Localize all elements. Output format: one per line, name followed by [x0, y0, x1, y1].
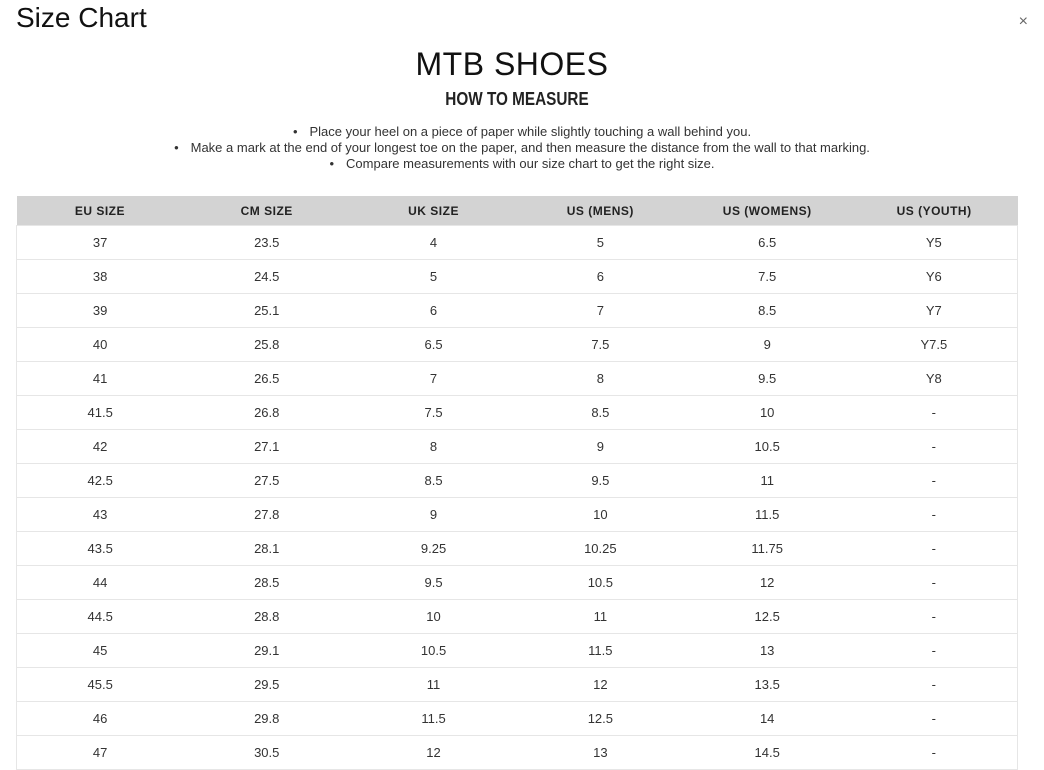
table-cell: Y5 — [851, 226, 1018, 260]
table-cell: Y7 — [851, 294, 1018, 328]
table-cell: 41 — [17, 362, 184, 396]
measure-instructions — [0, 124, 1044, 172]
table-cell: 11 — [350, 668, 517, 702]
table-cell: 6 — [350, 294, 517, 328]
table-row — [17, 260, 1018, 294]
column-header: CM SIZE — [183, 196, 350, 226]
size-table-header — [17, 196, 1018, 226]
table-row — [17, 396, 1018, 430]
table-row — [17, 498, 1018, 532]
table-cell: 29.1 — [183, 634, 350, 668]
size-table — [16, 196, 1018, 770]
table-cell: 8 — [517, 362, 684, 396]
table-cell: 30.5 — [183, 736, 350, 770]
table-row — [17, 362, 1018, 396]
table-row — [17, 702, 1018, 736]
table-cell: 43.5 — [17, 532, 184, 566]
table-cell: 10.5 — [350, 634, 517, 668]
table-row — [17, 328, 1018, 362]
table-cell: 11.75 — [684, 532, 851, 566]
table-cell: Y6 — [851, 260, 1018, 294]
column-header: US (YOUTH) — [851, 196, 1018, 226]
table-cell: - — [851, 668, 1018, 702]
table-cell: 23.5 — [183, 226, 350, 260]
table-row — [17, 668, 1018, 702]
chart-title: MTB SHOES — [415, 46, 609, 82]
table-cell: - — [851, 566, 1018, 600]
table-cell: 47 — [17, 736, 184, 770]
table-cell: 6.5 — [684, 226, 851, 260]
table-cell: 11.5 — [350, 702, 517, 736]
table-cell: 10.5 — [517, 566, 684, 600]
table-cell: 45 — [17, 634, 184, 668]
table-cell: 29.8 — [183, 702, 350, 736]
table-cell: 42.5 — [17, 464, 184, 498]
table-cell: - — [851, 736, 1018, 770]
table-cell: 7.5 — [517, 328, 684, 362]
table-cell: 10.25 — [517, 532, 684, 566]
table-cell: 12 — [517, 668, 684, 702]
instruction-item: • Make a mark at the end of your longest toe on the paper, and then measure the distance from the wall to that marking. — [0, 140, 1044, 156]
table-cell: 5 — [350, 260, 517, 294]
instruction-item: • Place your heel on a piece of paper while slightly touching a wall behind you. — [0, 124, 1044, 140]
table-row — [17, 226, 1018, 260]
table-cell: - — [851, 396, 1018, 430]
table-cell: 45.5 — [17, 668, 184, 702]
table-cell: 28.8 — [183, 600, 350, 634]
table-cell: 25.8 — [183, 328, 350, 362]
table-cell: 8.5 — [684, 294, 851, 328]
table-row — [17, 634, 1018, 668]
table-cell: 41.5 — [17, 396, 184, 430]
table-cell: 10 — [350, 600, 517, 634]
close-icon[interactable]: × — [1018, 13, 1028, 30]
table-row — [17, 294, 1018, 328]
table-cell: 37 — [17, 226, 184, 260]
table-cell: 9.25 — [350, 532, 517, 566]
column-header: EU SIZE — [17, 196, 184, 226]
table-cell: - — [851, 532, 1018, 566]
table-cell: 42 — [17, 430, 184, 464]
table-cell: - — [851, 600, 1018, 634]
size-table-body — [17, 226, 1018, 770]
column-header: UK SIZE — [350, 196, 517, 226]
table-cell: 13 — [684, 634, 851, 668]
table-row — [17, 532, 1018, 566]
table-cell: 9 — [350, 498, 517, 532]
table-cell: 14.5 — [684, 736, 851, 770]
table-cell: 8.5 — [517, 396, 684, 430]
table-cell: 25.1 — [183, 294, 350, 328]
table-cell: 24.5 — [183, 260, 350, 294]
table-cell: 11.5 — [684, 498, 851, 532]
table-row — [17, 600, 1018, 634]
table-cell: 12.5 — [517, 702, 684, 736]
table-cell: 7.5 — [350, 396, 517, 430]
table-cell: 10.5 — [684, 430, 851, 464]
instruction-item: • Compare measurements with our size chart to get the right size. — [0, 156, 1044, 172]
table-cell: 28.1 — [183, 532, 350, 566]
table-cell: 12 — [684, 566, 851, 600]
table-row — [17, 736, 1018, 770]
table-cell: 40 — [17, 328, 184, 362]
table-cell: 9 — [684, 328, 851, 362]
table-cell: 4 — [350, 226, 517, 260]
column-header: US (WOMENS) — [684, 196, 851, 226]
table-cell: 29.5 — [183, 668, 350, 702]
table-cell: 8 — [350, 430, 517, 464]
table-cell: 7 — [350, 362, 517, 396]
modal-title: Size Chart — [16, 2, 147, 33]
table-cell: Y8 — [851, 362, 1018, 396]
table-cell: 46 — [17, 702, 184, 736]
table-cell: 27.8 — [183, 498, 350, 532]
table-cell: 5 — [517, 226, 684, 260]
table-cell: 26.8 — [183, 396, 350, 430]
table-cell: 12.5 — [684, 600, 851, 634]
table-cell: 28.5 — [183, 566, 350, 600]
table-cell: - — [851, 498, 1018, 532]
table-cell: 26.5 — [183, 362, 350, 396]
table-cell: 6 — [517, 260, 684, 294]
table-cell: 39 — [17, 294, 184, 328]
table-cell: 27.1 — [183, 430, 350, 464]
table-cell: 27.5 — [183, 464, 350, 498]
table-cell: - — [851, 702, 1018, 736]
table-cell: 13.5 — [684, 668, 851, 702]
table-cell: 6.5 — [350, 328, 517, 362]
table-cell: 7.5 — [684, 260, 851, 294]
table-cell: - — [851, 634, 1018, 668]
header-row — [17, 196, 1018, 226]
chart-subtitle: HOW TO MEASURE — [445, 89, 589, 109]
table-row — [17, 464, 1018, 498]
table-cell: Y7.5 — [851, 328, 1018, 362]
table-cell: 44.5 — [17, 600, 184, 634]
table-cell: 7 — [517, 294, 684, 328]
table-cell: 10 — [517, 498, 684, 532]
table-cell: - — [851, 430, 1018, 464]
table-cell: 11 — [684, 464, 851, 498]
table-cell: 13 — [517, 736, 684, 770]
table-row — [17, 566, 1018, 600]
table-cell: 10 — [684, 396, 851, 430]
table-cell: 11.5 — [517, 634, 684, 668]
table-cell: 38 — [17, 260, 184, 294]
table-cell: - — [851, 464, 1018, 498]
table-cell: 11 — [517, 600, 684, 634]
table-cell: 9.5 — [350, 566, 517, 600]
table-cell: 9.5 — [684, 362, 851, 396]
table-cell: 43 — [17, 498, 184, 532]
table-cell: 9.5 — [517, 464, 684, 498]
table-cell: 14 — [684, 702, 851, 736]
table-cell: 12 — [350, 736, 517, 770]
table-cell: 8.5 — [350, 464, 517, 498]
table-cell: 44 — [17, 566, 184, 600]
column-header: US (MENS) — [517, 196, 684, 226]
table-row — [17, 430, 1018, 464]
table-cell: 9 — [517, 430, 684, 464]
